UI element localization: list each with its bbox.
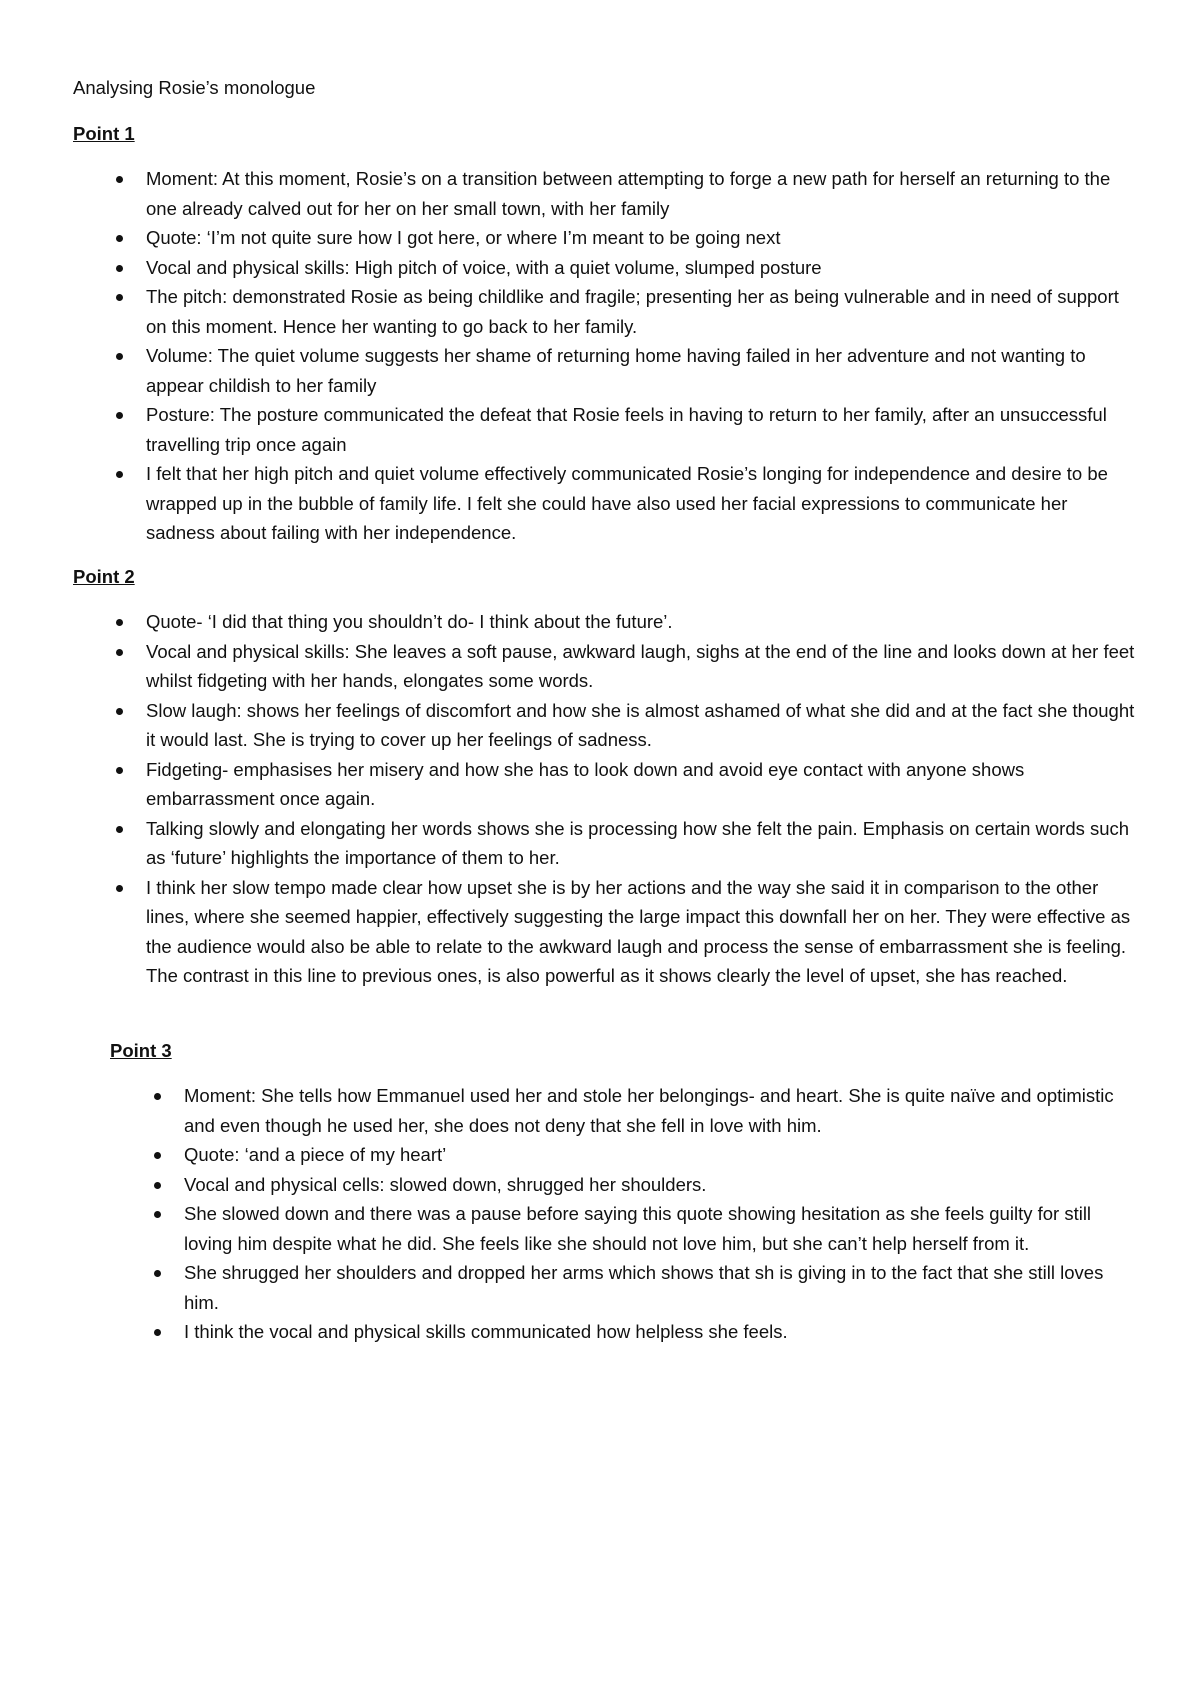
bullet-icon (154, 1152, 161, 1159)
list-item-text: She shrugged her shoulders and dropped her arms which shows that sh is giving in to the fact that she still loves him. (184, 1262, 1104, 1313)
list-item (184, 1140, 1124, 1170)
list-item-text: I think her slow tempo made clear how upset she is by her actions and the way she said it in comparison to the other lines, where she seemed happier, effectively suggesting the large impact this downfall her on her. They were effective as the audience would also be able to relate to the awkward laugh and process the sense of embarrassment she is feeling. The contrast in this line to previous ones, is also powerful as it shows clearly the level of upset, she has reached. (146, 876, 1131, 986)
section-heading-point-3: Point 3 (110, 1040, 172, 1061)
list-item (184, 1081, 1124, 1140)
list-item-text: I think the vocal and physical skills communicated how helpless she feels. (184, 1321, 788, 1342)
list-item (146, 341, 1141, 400)
bullet-icon (116, 294, 123, 301)
list-item-text: Posture: The posture communicated the defeat that Rosie feels in having to return to her family, after an unsuccessful travelling trip once again (146, 404, 1107, 455)
list-item (146, 253, 1141, 283)
bullet-list-point-2 (146, 607, 1141, 991)
bullet-icon (116, 885, 123, 892)
list-item (146, 755, 1141, 814)
bullet-icon (116, 412, 123, 419)
bullet-icon (154, 1329, 161, 1336)
list-item (146, 459, 1141, 548)
list-item (146, 607, 1141, 637)
bullet-icon (154, 1211, 161, 1218)
bullet-icon (116, 265, 123, 272)
document-title: Analysing Rosie’s monologue (73, 77, 316, 98)
list-item-text: Moment: At this moment, Rosie’s on a transition between attempting to forge a new path for herself an returning to the one already calved out for her on her small town, with her family (146, 168, 1111, 219)
list-item (146, 400, 1141, 459)
bullet-list-point-3 (184, 1081, 1124, 1347)
list-item-text: Quote: ‘I’m not quite sure how I got here, or where I’m meant to be going next (146, 227, 781, 248)
bullet-icon (154, 1182, 161, 1189)
list-item-text: I felt that her high pitch and quiet volume effectively communicated Rosie’s longing for independence and desire to be wrapped up in the bubble of family life. I felt she could have also used her facial expressions to communicate her sadness about failing with her independence. (146, 463, 1108, 543)
list-item (184, 1258, 1124, 1317)
list-item-text: Vocal and physical skills: She leaves a soft pause, awkward laugh, sighs at the end of the line and looks down at her feet whilst fidgeting with her hands, elongates some words. (146, 640, 1135, 691)
bullet-icon (116, 826, 123, 833)
list-item (146, 696, 1141, 755)
list-item (146, 814, 1141, 873)
list-item (146, 282, 1141, 341)
section-heading-point-1: Point 1 (73, 123, 135, 144)
bullet-icon (116, 471, 123, 478)
bullet-icon (116, 176, 123, 183)
list-item-text: Quote- ‘I did that thing you shouldn’t do- I think about the future’. (146, 611, 673, 632)
list-item (146, 637, 1141, 696)
list-item-text: Talking slowly and elongating her words shows she is processing how she felt the pain. Emphasis on certain words such as ‘future’ highlights the importance of them to her. (146, 817, 1130, 868)
bullet-list-point-1 (146, 164, 1141, 548)
bullet-icon (116, 767, 123, 774)
bullet-icon (116, 235, 123, 242)
list-item-text: Moment: She tells how Emmanuel used her and stole her belongings- and heart. She is quite naïve and optimistic and even though he used her, she does not deny that she fell in love with him. (184, 1085, 1114, 1136)
list-item (146, 223, 1141, 253)
list-item-text: Vocal and physical cells: slowed down, shrugged her shoulders. (184, 1173, 707, 1195)
bullet-icon (154, 1093, 161, 1100)
list-item-text: Vocal and physical skills: High pitch of voice, with a quiet volume, slumped posture (146, 256, 822, 278)
bullet-icon (116, 649, 123, 656)
bullet-icon (154, 1270, 161, 1277)
list-item (184, 1170, 1124, 1200)
list-item (184, 1317, 1124, 1347)
section-heading-point-2: Point 2 (73, 566, 135, 587)
list-item (146, 873, 1141, 991)
list-item-text: Volume: The quiet volume suggests her shame of returning home having failed in her adventure and not wanting to appear childish to her family (146, 345, 1086, 396)
bullet-icon (116, 708, 123, 715)
list-item (184, 1199, 1124, 1258)
list-item-text: The pitch: demonstrated Rosie as being childlike and fragile; presenting her as being vulnerable and in need of support on this moment. Hence her wanting to go back to her family. (146, 286, 1119, 337)
bullet-icon (116, 619, 123, 626)
list-item-text: She slowed down and there was a pause before saying this quote showing hesitation as she feels guilty for still loving him despite what he did. She feels like she should not love him, but she can’t help herself from it. (184, 1203, 1092, 1254)
list-item-text: Slow laugh: shows her feelings of discomfort and how she is almost ashamed of what she did and at the fact she thought it would last. She is trying to cover up her feelings of sadness. (146, 699, 1135, 750)
list-item (146, 164, 1141, 223)
list-item-text: Quote: ‘and a piece of my heart’ (184, 1144, 447, 1165)
list-item-text: Fidgeting- emphasises her misery and how she has to look down and avoid eye contact with anyone shows embarrassment once again. (146, 758, 1025, 809)
bullet-icon (116, 353, 123, 360)
